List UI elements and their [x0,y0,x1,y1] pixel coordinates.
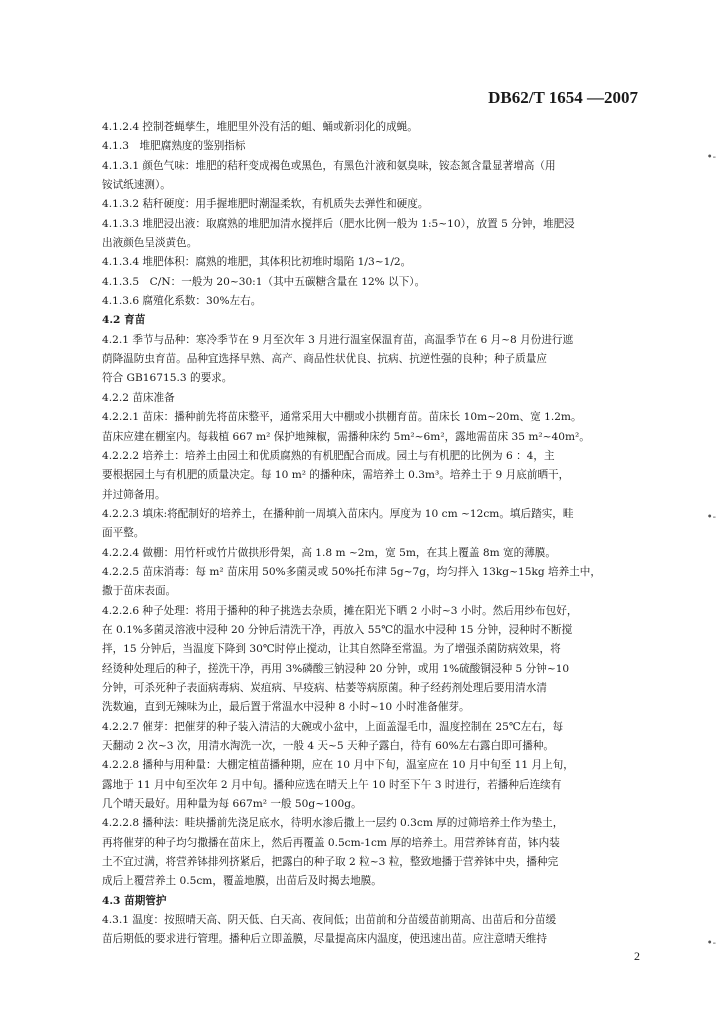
text-line: 4.2.2 苗床准备 [102,391,175,404]
text-line: 荫降温防虫育苗。品种宜选择早熟、高产、商品性状优良、抗病、抗逆性强的良种；种子质量应 [102,353,547,366]
text-line: 拌，15 分钟后，当温度下降到 30℃时停止搅动，让其自然降至常温。为了增强杀菌防病效果，将 [102,643,561,656]
standard-code: DB62/T 1654 —2007 [488,88,638,107]
text-line: 在 0.1%多菌灵溶液中浸种 20 分钟后清洗干净，再放入 55℃的温水中浸种 15 分钟，浸种时不断搅 [102,623,573,636]
text-line: 苗后期低的要求进行管理。播种后立即盖膜，尽量提高床内温度，使迅速出苗。应注意晴天维持 [102,933,547,946]
page-number: 2 [634,949,640,963]
text-line: 4.2.2.7 催芽：把催芽的种子装入清洁的大碗或小盆中，上面盖湿毛巾，温度控制在 25℃左右，每 [102,720,564,733]
text-line: 4.1.2.4 控制苍蝇孳生，堆肥里外没有活的蛆、蛹或新羽化的成蝇。 [102,121,418,133]
text-line: 4.3.1 温度：按照晴天高、阴天低、白天高、夜间低；出苗前和分苗缓苗前期高、出苗后和分苗缓 [102,914,557,927]
text-line: 4.1.3.5 C/N：一般为 20~30:1（其中五碳糖含量在 12% 以下）。 [102,275,426,288]
text-line: 面平整。 [102,527,145,540]
text-line: 铵试纸速测）。 [102,179,171,192]
text-line: 成后上覆营养土 0.5cm，覆盖地膜，出苗后及时揭去地膜。 [102,875,382,888]
text-line: 4.1.3.1 颜色气味：堆肥的秸秆变成褐色或黑色，有黑色汁液和氨臭味，铵态氮含量显著增高（用 [102,159,556,172]
text-line: 经烫种处理后的种子，搓洗干净，再用 3%磷酸三钠浸种 20 分钟，或用 1%硫酸铜浸种 5 分钟~10 [102,662,570,675]
text-line: 4.1.3.6 腐殖化系数：30%左右。 [102,295,262,308]
edge-mark: •- [706,152,716,163]
text-line: 4.2.2.2 培养土：培养土由园土和优质腐熟的有机肥配合而成。园土与有机肥的比例为 6 ：4，主 [102,449,555,462]
text-line: 4.2.2.6 种子处理：将用于播种的种子挑选去杂质，摊在阳光下晒 2 小时~3 小时。然后用纱布包好， [102,604,578,617]
edge-mark: •- [706,512,716,523]
edge-mark: •- [706,938,716,949]
text-line: 4.1.3.3 堆肥浸出液：取腐熟的堆肥加清水搅拌后（肥水比例一般为 1:5~10），放置 5 分钟，堆肥浸 [102,217,575,230]
text-line: 土不宜过满，将营养钵排列挤紧后，把露白的种子取 2 粒~3 粒，整致地播于营养钵中央，播种完 [102,856,559,869]
text-line: 4.2.1 季节与品种：寒冷季节在 9 月至次年 3 月进行温室保温育苗，高温季节在 6 月~8 月份进行遮 [102,333,574,346]
text-line: 4.1.3.4 堆肥体积：腐熟的堆肥，其体积比初堆时塌陷 1/3~1/2。 [102,256,412,269]
text-line: 撒于苗床表面。 [102,585,177,598]
text-line: 4.2.2.3 填床:将配制好的培养土，在播种前一周填入苗床内。厚度为 10 cm ~12cm。填后踏实，畦 [102,507,574,520]
body-text [102,118,662,950]
text-line: 几个晴天最好。用种量为每 667m² 一般 50g~100g。 [102,798,362,811]
text-line: 4.3 苗期管护 [102,894,167,907]
text-line: 4.2.2.8 播种与用种量：大棚定植苗播种期，应在 10 月中下旬，温室应在 10 月中旬至 11 月上旬， [102,759,574,772]
text-line: 天翻动 2 次~3 次，用清水淘洗一次，一般 4 天~5 天种子露白，待有 60%左右露白即可播种。 [102,740,555,752]
text-line: 符合 GB16715.3 的要求。 [102,372,233,385]
text-line: 4.1.3 堆肥腐熟度的鉴别指标 [102,140,246,153]
text-line: 再将催芽的种子均匀撒播在苗床上，然后再覆盖 0.5cm-1cm 厚的培养土。用营养钵育苗，钵内装 [102,836,560,849]
text-line: 洗数遍，直到无辣味为止，最后置于常温水中浸种 8 小时~10 小时准备催芽。 [102,701,470,714]
text-line: 4.1.3.2 秸秆硬度：用手握堆肥时潮湿柔软，有机质失去弹性和硬度。 [102,198,429,211]
text-line: 4.2.2.8 播种法：畦块播前先浇足底水，待明水渗后撒上一层约 0.3cm 厚的过筛培养土作为垫土， [102,817,564,830]
text-line: 4.2.2.5 苗床消毒：每 m² 苗床用 50%多菌灵或 50%托布津 5g~7g，均匀拌入 13kg~15kg 培养土中， [102,565,601,578]
text-line: 苗床应建在棚室内。每栽植 667 m² 保护地辣椒，需播种床约 5m²~6m²，露地需苗床 35 m²~40m²。 [102,430,590,443]
text-line: 要根据园土与有机肥的质量决定。每 10 m² 的播种床，需培养土 0.3m³。培养土于 9 月底前晒干， [102,469,570,482]
text-line: 出液颜色呈淡黄色。 [102,237,198,250]
text-line: 4.2 育苗 [102,314,146,327]
text-line: 4.2.2.1 苗床：播种前先将苗床整平，通常采用大中棚或小拱棚育苗。苗床长 10m~20m、宽 1.2m。 [102,411,582,424]
text-line: 4.2.2.4 做棚：用竹杆或竹片做拱形骨架，高 1.8 m ~2m，宽 5m，在其上覆盖 8m 宽的薄膜。 [102,546,556,559]
text-line: 露地于 11 月中旬至次年 2 月中旬。播种应选在晴天上午 10 时至下午 3 时进行，若播种后连续有 [102,778,562,791]
text-line: 分钟，可杀死种子表面病毒病、炭疽病、早疫病、枯萎等病原菌。种子经药剂处理后要用清水清 [102,681,547,694]
text-line: 并过筛备用。 [102,488,166,501]
